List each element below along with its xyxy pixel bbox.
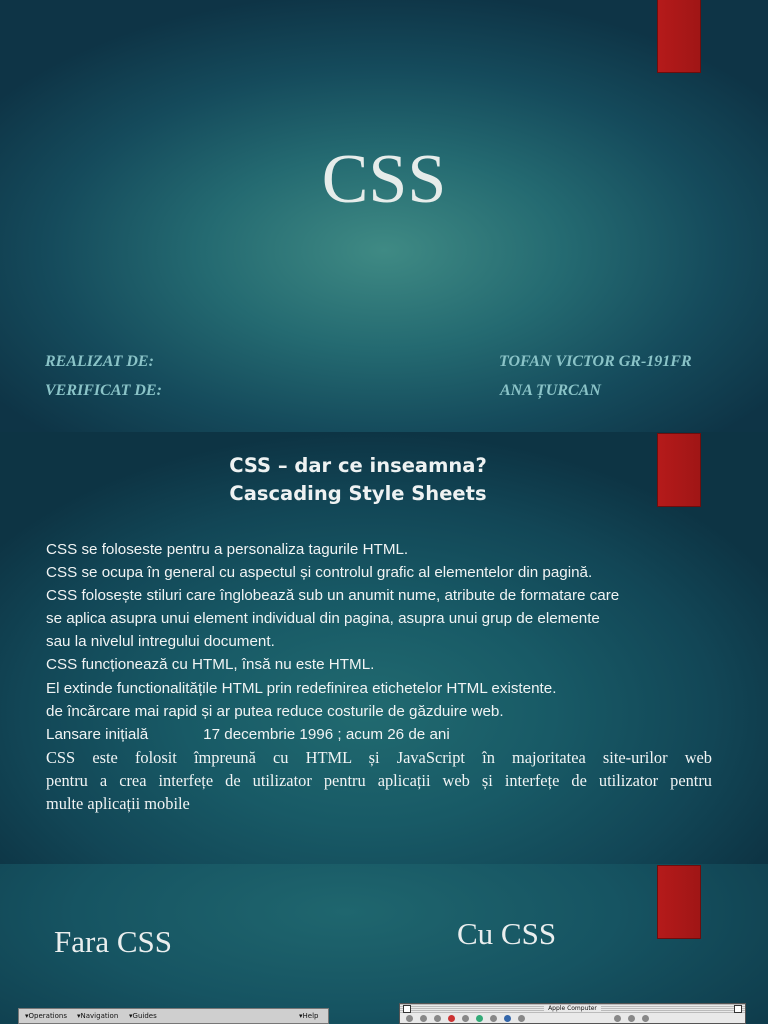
- verificat-label: VERIFICAT DE:: [45, 382, 162, 399]
- red-accent-bar: [658, 866, 700, 938]
- reload-icon: [462, 1015, 469, 1022]
- images-icon: [476, 1015, 483, 1022]
- menu-guides: ▾Guides: [129, 1012, 157, 1020]
- body-line: CSS folosește stiluri care înglobează sub un anumit nume, atribute de formatare care: [46, 587, 620, 605]
- forward-icon: [420, 1015, 427, 1022]
- heading-line-2: Cascading Style Sheets: [229, 482, 487, 505]
- window-title: Apple Computer: [544, 1005, 601, 1012]
- body-line: CSS se ocupa în general cu aspectul și controlul grafic al elementelor din pagină.: [46, 564, 593, 582]
- body-line: El extinde functionalitățile HTML prin redefinirea etichetelor HTML existente.: [46, 679, 557, 697]
- launch-line: [46, 723, 712, 746]
- body-text: [46, 538, 712, 815]
- slide-heading: [0, 452, 716, 508]
- verificat-value: ANA ȚURCAN: [500, 382, 601, 399]
- stop-icon: [448, 1015, 455, 1022]
- home-icon: [434, 1015, 441, 1022]
- body-line: se aplica asupra unui element individual din pagina, asupra unui grup de elemente: [46, 610, 600, 628]
- launch-value: 17 decembrie 1996 ; acum 26 de ani: [203, 725, 450, 743]
- launch-label: Lansare inițială: [46, 725, 149, 743]
- title-slide: [0, 0, 768, 432]
- screenshot-without-css: [18, 1008, 329, 1024]
- slide-title: CSS: [321, 141, 447, 218]
- close-box-icon: [403, 1005, 411, 1013]
- realizat-label: REALIZAT DE:: [45, 353, 154, 370]
- screenshot-with-css: [399, 1003, 746, 1024]
- body-line: de încărcare mai rapid și ar putea reduce costurile de găzduire web.: [46, 702, 504, 720]
- find-icon: [518, 1015, 525, 1022]
- menu-help: ▾Help: [299, 1012, 319, 1020]
- menu-navigation: ▾Navigation: [77, 1012, 119, 1020]
- toolbar: [400, 1013, 745, 1023]
- body-line: sau la nivelul intregului document.: [46, 633, 275, 651]
- toolbar-icon: [642, 1015, 649, 1022]
- body-line: CSS se foloseste pentru a personaliza tagurile HTML.: [46, 541, 409, 558]
- back-icon: [406, 1015, 413, 1022]
- body-line: multe aplicații mobile: [46, 794, 190, 814]
- body-line: pentru a crea interfețe de utilizator pentru aplicații web și interfețe de utilizator pentru: [46, 770, 712, 790]
- body-line: CSS este folosit împreună cu HTML și JavaScript în majoritatea site-urilor web: [46, 747, 712, 767]
- left-caption: Fara CSS: [54, 924, 172, 959]
- comparison-slide: [0, 864, 768, 1024]
- toolbar-icon: [614, 1015, 621, 1022]
- print-icon: [504, 1015, 511, 1022]
- window-titlebar: [400, 1004, 745, 1013]
- toolbar-icon: [628, 1015, 635, 1022]
- body-line: CSS funcționează cu HTML, însă nu este HTML.: [46, 656, 375, 674]
- menu-operations: ▾Operations: [25, 1012, 67, 1020]
- definition-slide: [0, 432, 768, 864]
- zoom-box-icon: [734, 1005, 742, 1013]
- right-caption: Cu CSS: [457, 916, 557, 951]
- realizat-value: TOFAN VICTOR GR-191FR: [499, 353, 692, 370]
- red-accent-bar: [658, 0, 700, 72]
- open-icon: [490, 1015, 497, 1022]
- heading-line-1: CSS – dar ce inseamna?: [229, 454, 487, 477]
